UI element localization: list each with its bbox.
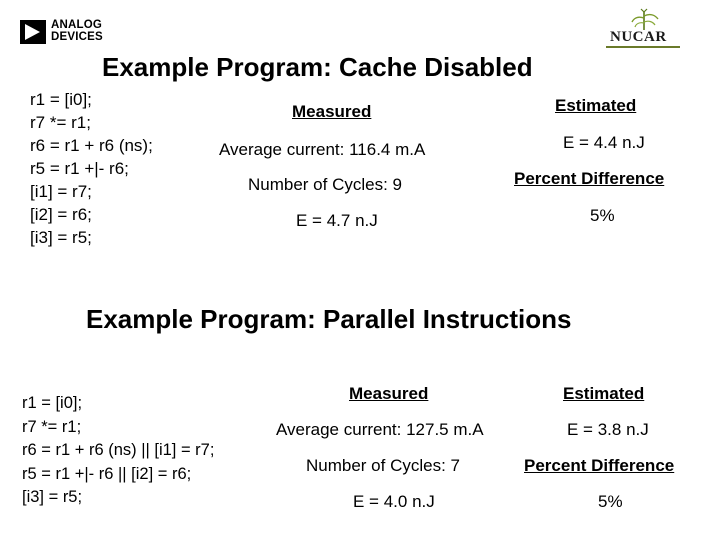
slide1-percent-diff-value: 5%: [590, 206, 615, 225]
analog-devices-mark-icon: [20, 20, 46, 44]
code-line: r7 *= r1;: [22, 417, 82, 436]
slide2-estimated-energy: E = 3.8 n.J: [567, 420, 649, 439]
slide2-measured-energy: E = 4.0 n.J: [353, 492, 435, 511]
slide2-measured-header: Measured: [349, 384, 429, 403]
slide1-title: Example Program: Cache Disabled: [102, 52, 533, 82]
code-line: r1 = [i0];: [22, 394, 83, 412]
logo-line-2: DEVICES: [51, 31, 103, 43]
code-line: [i2] = r6;: [30, 205, 92, 224]
slide1-measured-energy: E = 4.7 n.J: [296, 211, 378, 230]
slide1-measured-header: Measured: [292, 102, 372, 121]
slide2-title: Example Program: Parallel Instructions: [86, 304, 572, 334]
slide1-measured-cycles: Number of Cycles: 9: [248, 175, 402, 194]
code-line: r7 *= r1;: [30, 113, 91, 132]
code-line: [i3] = r5;: [30, 228, 92, 247]
slide1-code-block: [30, 88, 153, 249]
code-line: [i3] = r5;: [22, 488, 83, 506]
slide1-estimated-energy: E = 4.4 n.J: [563, 133, 645, 152]
analog-devices-wordmark: [51, 19, 103, 43]
slide1-estimated-header: Estimated: [555, 96, 637, 115]
slide1-measured-current: Average current: 116.4 m.A: [219, 140, 426, 159]
slide2-estimated-header: Estimated: [563, 384, 645, 403]
nucar-underline: [606, 46, 680, 48]
nucar-logo: [600, 8, 685, 48]
code-line: r6 = r1 + r6 (ns) || [i1] = r7;: [22, 441, 215, 459]
slide2-code-block: [22, 392, 214, 510]
code-line: r5 = r1 +|- r6;: [30, 159, 129, 178]
nucar-wordmark: NUCAR: [610, 29, 667, 45]
code-line: r6 = r1 + r6 (ns);: [30, 136, 153, 155]
slide2-percent-diff-header: Percent Difference: [524, 456, 675, 475]
slide2-measured-current: Average current: 127.5 m.A: [276, 420, 484, 439]
slide2-percent-diff-value: 5%: [598, 492, 623, 511]
code-line: r5 = r1 +|- r6 || [i2] = r6;: [22, 464, 192, 483]
analog-devices-logo: [20, 18, 160, 46]
slide2-measured-cycles: Number of Cycles: 7: [306, 456, 460, 475]
code-line: [i1] = r7;: [30, 182, 92, 201]
slide1-percent-diff-header: Percent Difference: [514, 169, 665, 188]
logo-line-1: ANALOG: [51, 19, 103, 31]
code-line: r1 = [i0];: [30, 90, 92, 109]
